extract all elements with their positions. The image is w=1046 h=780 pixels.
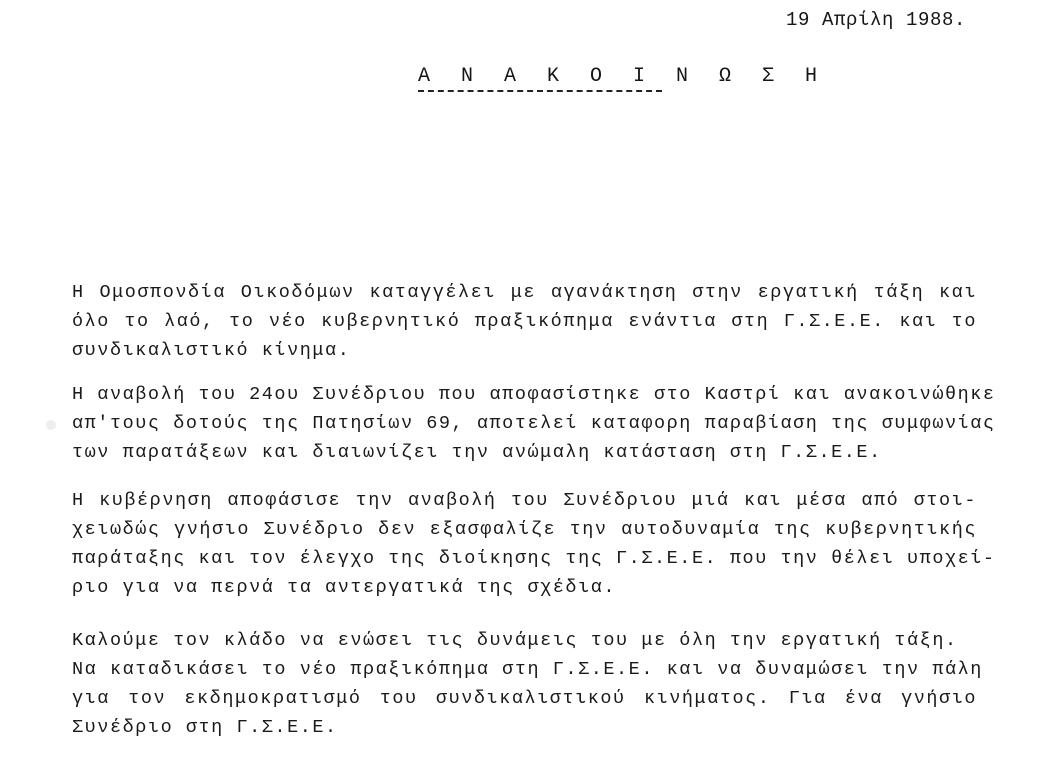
paragraph-line: Να καταδικάσει το νέο πραξικόπημα στη Γ.Σ.Ε.Ε. και να δυναμώσει την πάλη [72, 659, 983, 680]
paragraph-line: απ'τους δοτούς της Πατησίων 69, αποτελεί καταφορη παραβίαση της συμφωνίας [72, 413, 996, 434]
document-date: 19 Απρίλη 1988. [786, 9, 967, 31]
paragraph-3 [72, 486, 1002, 602]
document-title-block [418, 65, 827, 92]
paragraph-1 [72, 278, 1002, 365]
scan-speck [46, 420, 56, 430]
paragraph-line: Η κυβέρνηση αποφάσισε την αναβολή του Συνέδριου μιά και μέσα από στοι- [72, 490, 977, 511]
paragraph-2 [72, 380, 1002, 467]
paragraph-4 [72, 626, 1002, 742]
document-title: Α Ν Α Κ Ο Ι Ν Ω Σ Η [418, 65, 827, 88]
paragraph-line: Η αναβολή του 24ου Συνέδριου που αποφασίστηκε στο Καστρί και ανακοινώθηκε [72, 384, 996, 405]
paragraph-line: παράταξης και τον έλεγχο της διοίκησης της Γ.Σ.Ε.Ε. που την θέλει υποχεί- [72, 548, 996, 569]
paragraph-line: Η Ομοσπονδία Οικοδόμων καταγγέλει με αγανάκτηση στην εργατική τάξη και [72, 282, 977, 303]
paragraph-line: όλο το λαό, το νέο κυβερνητικό πραξικόπημα ενάντια στη Γ.Σ.Ε.Ε. και το [72, 311, 977, 332]
paragraph-line: Καλούμε τον κλάδο να ενώσει τις δυνάμεις του με όλη την εργατική τάξη. [72, 630, 958, 651]
paragraph-line: συνδικαλιστικό κίνημα. [72, 340, 351, 361]
title-underline [418, 90, 662, 92]
paragraph-line: χειωδώς γνήσιο Συνέδριο δεν εξασφαλίζε την αυτοδυναμία της κυβερνητικής [72, 519, 977, 540]
paragraph-line: ριο για να περνά τα αντεργατικά της σχέδια. [72, 577, 617, 598]
paragraph-line: Συνέδριο στη Γ.Σ.Ε.Ε. [72, 717, 338, 738]
paragraph-line: των παρατάξεων και διαιωνίζει την ανώμαλη κατάσταση στη Γ.Σ.Ε.Ε. [72, 442, 882, 463]
paragraph-line: για τον εκδημοκρατισμό του συνδικαλιστικού κινήματος. Για ένα γνήσιο [72, 688, 977, 709]
